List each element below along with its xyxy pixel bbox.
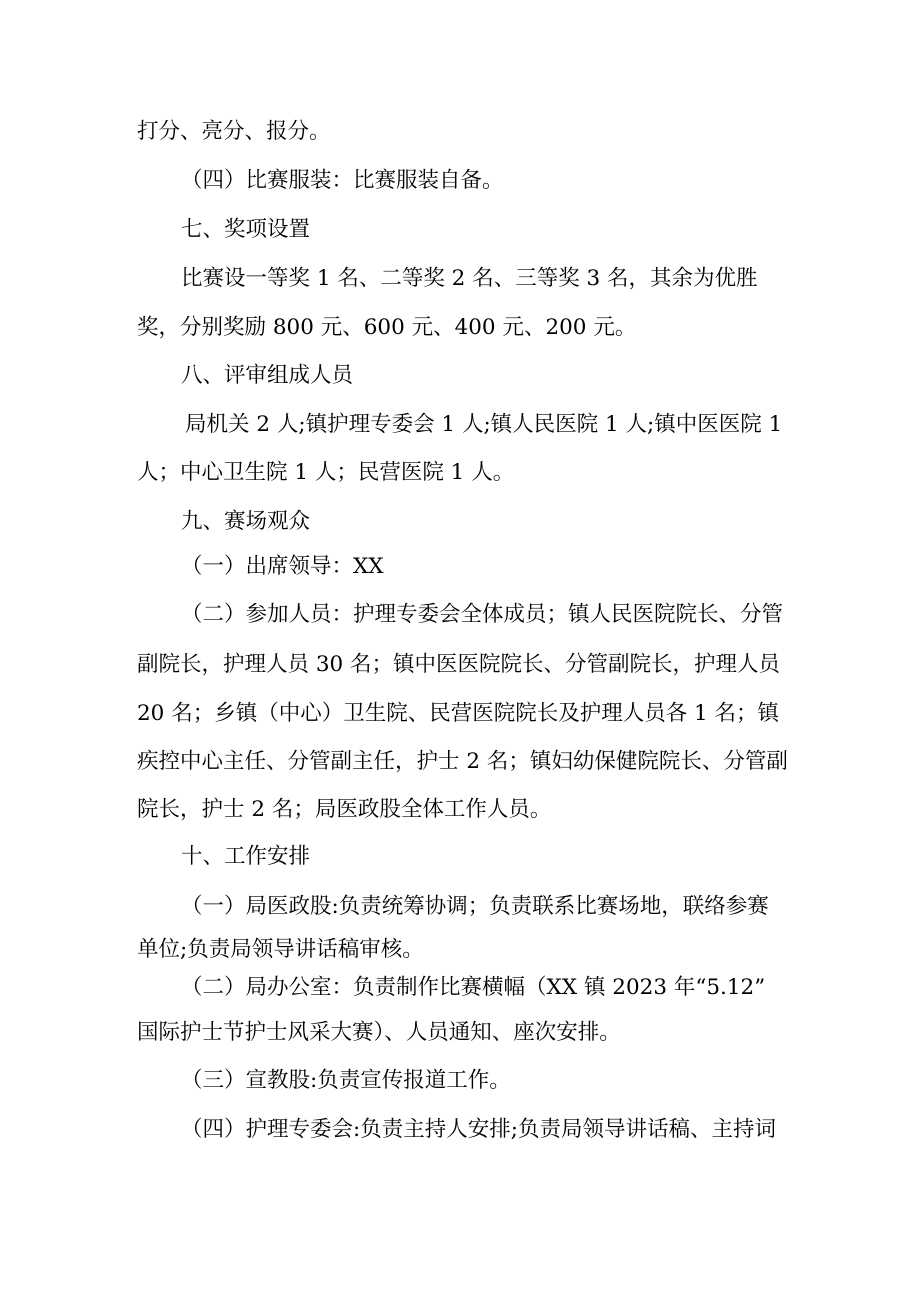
text-line: （二）参加人员：护理专委会全体成员；镇人民医院院长、分管 <box>181 602 784 627</box>
text-line: 院长，护士 2 名；局医政股全体工作人员。 <box>137 797 552 822</box>
text-line: 比赛设一等奖 1 名、二等奖 2 名、三等奖 3 名，其余为优胜 <box>181 266 758 291</box>
text-line: 奖，分别奖励 800 元、600 元、400 元、200 元。 <box>137 315 637 340</box>
text-line: （一）出席领导：XX <box>181 554 384 579</box>
text-line: （一）局医政股:负责统筹协调；负责联系比赛场地，联络参赛 <box>181 894 769 919</box>
text-line: 副院长，护理人员 30 名；镇中医医院院长、分管副院长，护理人员 <box>137 652 781 677</box>
text-line: （三）宣教股:负责宣传报道工作。 <box>181 1068 511 1093</box>
text-line: 单位;负责局领导讲话稿审核。 <box>137 937 424 962</box>
text-line: 打分、亮分、报分。 <box>137 119 331 144</box>
text-line: （二）局办公室：负责制作比赛横幅（XX 镇 2023 年“5.12” <box>181 975 766 1000</box>
text-line: 疾控中心主任、分管副主任，护士 2 名；镇妇幼保健院院长、分管副 <box>137 749 788 774</box>
text-line: 人；中心卫生院 1 人；民营医院 1 人。 <box>137 460 515 485</box>
section-heading: 十、工作安排 <box>181 844 311 869</box>
text-line: （四）比赛服装：比赛服装自备。 <box>181 168 504 193</box>
text-line: 国际护士节护士风采大赛）、人员通知、座次安排。 <box>137 1020 621 1045</box>
section-heading: 七、奖项设置 <box>181 217 311 242</box>
section-heading: 九、赛场观众 <box>181 509 311 534</box>
section-heading: 八、评审组成人员 <box>181 363 354 388</box>
text-line: 局机关 2 人;镇护理专委会 1 人;镇人民医院 1 人;镇中医医院 1 <box>185 412 783 437</box>
text-line: 20 名；乡镇（中心）卫生院、民营医院院长及护理人员各 1 名；镇 <box>137 701 780 726</box>
text-line: （四）护理专委会:负责主持人安排;负责局领导讲话稿、主持词 <box>181 1117 776 1142</box>
